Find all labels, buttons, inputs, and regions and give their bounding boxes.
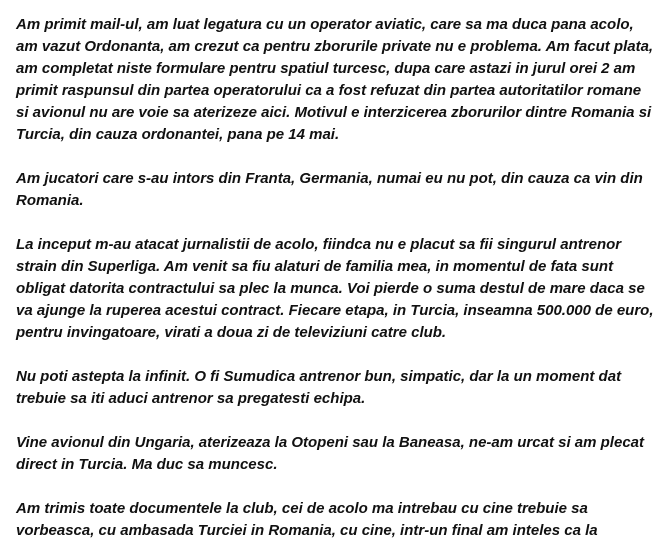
text-line: primit raspunsul din partea operatorului ca a fost refuzat din partea autoritatilor romane [16,82,642,99]
text-line: strain din Superliga. Am venit sa fiu alaturi de familia mea, in momentul de fata sunt [16,258,614,275]
text-line: trebuie sa iti aduci antrenor sa pregatesti echipa. [16,390,366,407]
text-line: am vazut Ordonanta, am crezut ca pentru zborurile private nu e problema. Am facut plata, [16,38,654,55]
text-line: La inceput m-au atacat jurnalistii de acolo, fiindca nu e placut sa fii singurul antrenor [16,236,622,253]
text-line: obligat datorita contractului sa plec la munca. Voi pierde o suma destul de mare daca se [16,280,645,297]
text-line: Turcia, din cauza ordonantei, pana pe 14 mai. [16,126,340,143]
text-line: direct in Turcia. Ma duc sa muncesc. [16,456,278,473]
text-line: vorbeasca, cu ambasada Turciei in Romania, cu cine, intr-un final am inteles ca la [16,522,598,539]
paragraph-5 [16,432,653,476]
paragraph-4 [16,366,653,410]
text-line: Romania. [16,192,84,209]
text-line: va ajunge la ruperea acestui contract. Fiecare etapa, in Turcia, inseamna 500.000 de euro, [16,302,654,319]
text-line: am completat niste formulare pentru spatiul turcesc, dupa care astazi in jurul orei 2 am [16,60,636,77]
text-line: si avionul nu are voie sa aterizeze aici. Motivul e interzicerea zborurilor dintre Romania si [16,104,652,121]
paragraph-6 [16,498,653,542]
paragraph-1 [16,14,653,146]
text-line: Am trimis toate documentele la club, cei de acolo ma intrebau cu cine trebuie sa [16,500,588,517]
text-line: Nu poti astepta la infinit. O fi Sumudica antrenor bun, simpatic, dar la un moment dat [16,368,622,385]
paragraph-2 [16,168,653,212]
text-line: pentru invingatoare, virati a doua zi de televiziuni catre club. [16,324,447,341]
paragraph-3 [16,234,653,344]
text-line: Am jucatori care s-au intors din Franta, Germania, numai eu nu pot, din cauza ca vin din [16,170,643,187]
text-line: Vine avionul din Ungaria, aterizeaza la Otopeni sau la Baneasa, ne-am urcat si am plecat [16,434,644,451]
text-line: Am primit mail-ul, am luat legatura cu un operator aviatic, care sa ma duca pana acolo, [16,16,634,33]
